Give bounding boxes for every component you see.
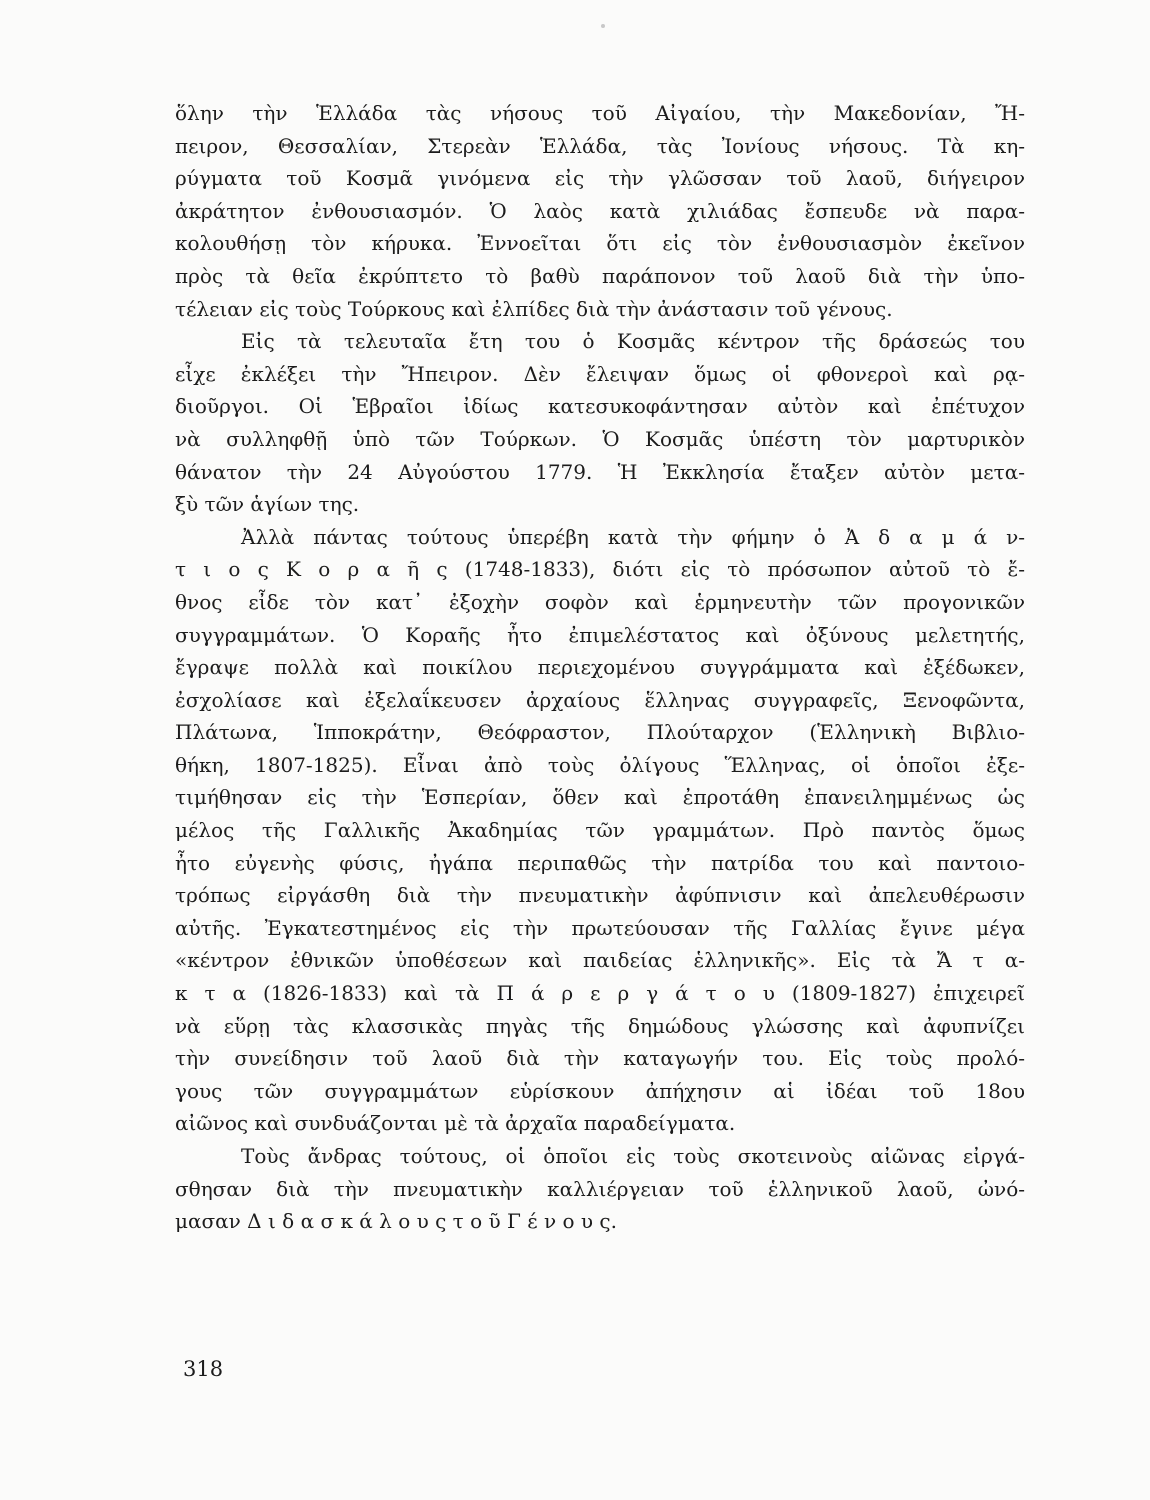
page-number: 318 [183,1357,224,1381]
text-line: ἔγραψε πολλὰ καὶ ποικίλου περιεχομένου συγγράμματα καὶ ἐξέδωκεν, [175,655,1025,680]
text-line: τέλειαν εἰς τοὺς Τούρκους καὶ ἐλπίδες διὰ τὴν ἀνάστασιν τοῦ γένους. [175,296,893,321]
text-line: κολουθήσῃ τὸν κήρυκα. Ἐννοεῖται ὅτι εἰς τὸν ἐνθουσιασμὸν ἐκεῖνον [175,231,1025,256]
text-line: ἀκράτητον ἐνθουσιασμόν. Ὁ λαὸς κατὰ χιλιάδας ἔσπευδε νὰ παρα- [175,198,1025,223]
text-line: Εἰς τὰ τελευταῖα ἔτη του ὁ Κοσμᾶς κέντρον τῆς δράσεώς του [241,329,1025,354]
text-line: ὅλην τὴν Ἑλλάδα τὰς νήσους τοῦ Αἰγαίου, τὴν Μακεδονίαν, Ἤ- [175,101,1025,125]
text-line: διοῦργοι. Οἱ Ἑβραῖοι ἰδίως κατεσυκοφάντησαν αὐτὸν καὶ ἐπέτυχον [175,394,1025,419]
scan-dot [601,24,605,28]
text-line: εἶχε ἐκλέξει τὴν Ἤπειρον. Δὲν ἔλειψαν ὅμως οἱ φθονεροὶ καὶ ρᾳ- [175,361,1025,386]
text-line: μασαν Δ ι δ α σ κ ά λ ο υ ς τ ο ῦ Γ έ ν ο υ ς. [175,1209,617,1234]
body-text [175,97,1025,1238]
text-line: μέλος τῆς Γαλλικῆς Ἀκαδημίας τῶν γραμμάτων. Πρὸ παντὸς ὅμως [175,818,1025,843]
text-line: πρὸς τὰ θεῖα ἐκρύπτετο τὸ βαθὺ παράπονον τοῦ λαοῦ διὰ τὴν ὑπο- [175,263,1025,288]
text-line: ρύγματα τοῦ Κοσμᾶ γινόμενα εἰς τὴν γλῶσσαν τοῦ λαοῦ, διήγειρον [175,166,1025,191]
text-line: θάνατον τὴν 24 Αὐγούστου 1779. Ἡ Ἐκκλησία ἔταξεν αὐτὸν μετα- [175,459,1025,484]
text-line: τιμήθησαν εἰς τὴν Ἑσπερίαν, ὅθεν καὶ ἐπροτάθη ἐπανειλημμένως ὡς [175,785,1025,810]
text-line: γους τῶν συγγραμμάτων εὑρίσκουν ἀπήχησιν αἱ ἰδέαι τοῦ 18ου [175,1078,1025,1103]
text-line: «κέντρον ἐθνικῶν ὑποθέσεων καὶ παιδείας ἑλληνικῆς». Εἰς τὰ Ἄ τ α- [175,948,1025,973]
text-line: σθησαν διὰ τὴν πνευματικὴν καλλιέργειαν τοῦ ἑλληνικοῦ λαοῦ, ὠνό- [175,1176,1025,1201]
text-line: συγγραμμάτων. Ὁ Κοραῆς ἦτο ἐπιμελέστατος καὶ ὀξύνους μελετητής, [175,622,1025,647]
text-line: τρόπως εἰργάσθη διὰ τὴν πνευματικὴν ἀφύπνισιν καὶ ἀπελευθέρωσιν [175,883,1025,908]
text-line: αὐτῆς. Ἐγκατεστημένος εἰς τὴν πρωτεύουσαν τῆς Γαλλίας ἔγινε μέγα [175,915,1025,940]
text-line: πειρον, Θεσσαλίαν, Στερεὰν Ἑλλάδα, τὰς Ἰονίους νήσους. Τὰ κη- [175,133,1025,158]
text-line: Τοὺς ἄνδρας τούτους, οἱ ὁποῖοι εἰς τοὺς σκοτεινοὺς αἰῶνας εἰργά- [241,1144,1025,1168]
text-line: νὰ συλληφθῇ ὑπὸ τῶν Τούρκων. Ὁ Κοσμᾶς ὑπέστη τὸν μαρτυρικὸν [175,426,1025,451]
text-line: κ τ α (1826-1833) καὶ τὰ Π ά ρ ε ρ γ ά τ ο υ (1809-1827) ἐπιχειρεῖ [175,981,1025,1006]
text-line: ἦτο εὐγενὴς φύσις, ἠγάπα περιπαθῶς τὴν πατρίδα του καὶ παντοιο- [175,850,1025,875]
text-line: ξὺ τῶν ἁγίων της. [175,492,360,517]
text-line: ἐσχολίασε καὶ ἐξελαΐκευσεν ἀρχαίους ἕλληνας συγγραφεῖς, Ξενοφῶντα, [175,687,1025,712]
text-line: Πλάτωνα, Ἱπποκράτην, Θεόφραστον, Πλούταρχον (Ἑλληνικὴ Βιβλιο- [175,720,1025,745]
text-line: Ἀλλὰ πάντας τούτους ὑπερέβη κατὰ τὴν φήμην ὁ Ἀ δ α μ ά ν- [241,524,1025,549]
text-line: νὰ εὕρῃ τὰς κλασσικὰς πηγὰς τῆς δημώδους γλώσσης καὶ ἀφυπνίζει [175,1013,1025,1038]
text-line: θήκη, 1807-1825). Εἶναι ἀπὸ τοὺς ὀλίγους Ἕλληνας, οἱ ὁποῖοι ἐξε- [175,752,1025,777]
text-line: τὴν συνείδησιν τοῦ λαοῦ διὰ τὴν καταγωγήν του. Εἰς τοὺς προλό- [175,1046,1025,1071]
text-line: τ ι ο ς Κ ο ρ α ῆ ς (1748-1833), διότι εἰς τὸ πρόσωπον αὐτοῦ τὸ ἔ- [175,557,1025,582]
text-line: αἰῶνος καὶ συνδυάζονται μὲ τὰ ἀρχαῖα παραδείγματα. [175,1111,736,1136]
text-line: θνος εἶδε τὸν κατ᾽ ἐξοχὴν σοφὸν καὶ ἑρμηνευτὴν τῶν προγονικῶν [175,589,1025,614]
